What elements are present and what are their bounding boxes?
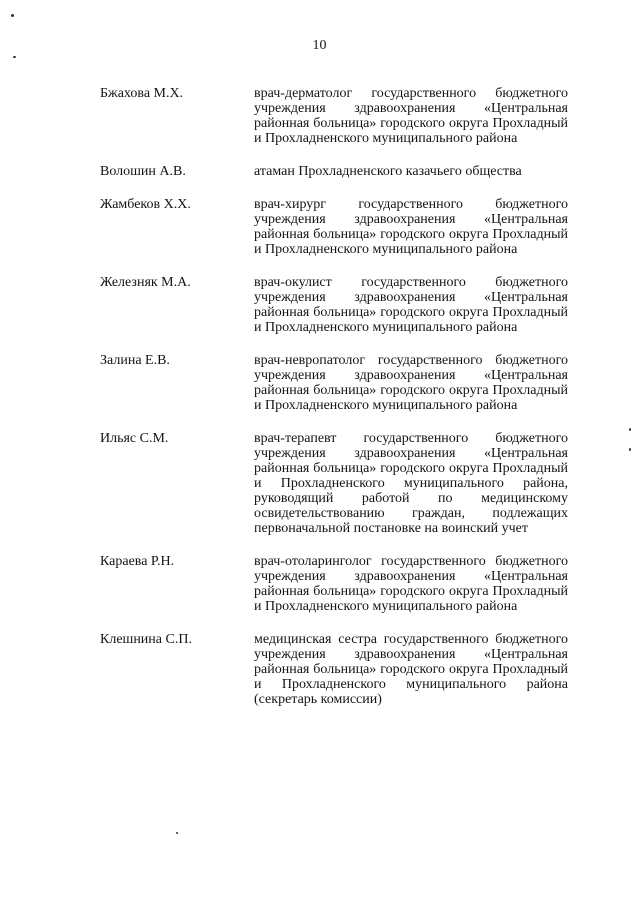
scan-speck [629,428,631,431]
scan-speck [11,14,14,17]
scan-speck [176,832,178,834]
member-role: медицинская сестра государственного бюджетного учреждения здравоохранения «Центральная районная больница» городского округа Прохладный и Прохладненского муниципального района (секретарь комиссии) [254,632,568,707]
member-name: Волошин А.В. [100,164,186,179]
member-name: Караева Р.Н. [100,554,175,569]
page-number: 10 [312,38,327,53]
member-role: атаман Прохладненского казачьего общества [254,164,522,179]
member-name: Клешнина С.П. [100,632,192,647]
scan-speck [629,448,631,451]
member-role: врач-отоларинголог государственного бюджетного учреждения здравоохранения «Центральная районная больница» городского округа Прохладный и Прохладненского муниципального района [254,554,568,614]
member-name: Железняк М.А. [100,275,191,290]
member-role: врач-окулист государственного бюджетного учреждения здравоохранения «Центральная районная больница» городского округа Прохладный и Прохладненского муниципального района [254,275,568,335]
member-name: Ильяс С.М. [100,431,169,446]
member-role: врач-терапевт государственного бюджетного учреждения здравоохранения «Центральная районная больница» городского округа Прохладный и Прохладненского муниципального района, руководящий работой по медицинскому освидетельствованию граждан, подлежащих первоначальной постановке на воинский учет [254,431,568,536]
list-item [100,353,570,413]
commission-member-list [100,86,570,725]
list-item [100,632,570,707]
member-role: врач-невропатолог государственного бюджетного учреждения здравоохранения «Центральная районная больница» городского округа Прохладный и Прохладненского муниципального района [254,353,568,413]
member-role: врач-хирург государственного бюджетного учреждения здравоохранения «Центральная районная больница» городского округа Прохладный и Прохладненского муниципального района [254,197,568,257]
list-item [100,86,570,146]
list-item [100,197,570,257]
list-item [100,431,570,536]
member-role: врач-дерматолог государственного бюджетного учреждения здравоохранения «Центральная районная больница» городского округа Прохладный и Прохладненского муниципального района [254,86,568,146]
member-name: Бжахова М.Х. [100,86,184,101]
member-name: Жамбеков Х.Х. [100,197,191,212]
list-item [100,275,570,335]
member-name: Залина Е.В. [100,353,170,368]
scan-speck [13,56,16,58]
list-item [100,164,570,179]
list-item [100,554,570,614]
